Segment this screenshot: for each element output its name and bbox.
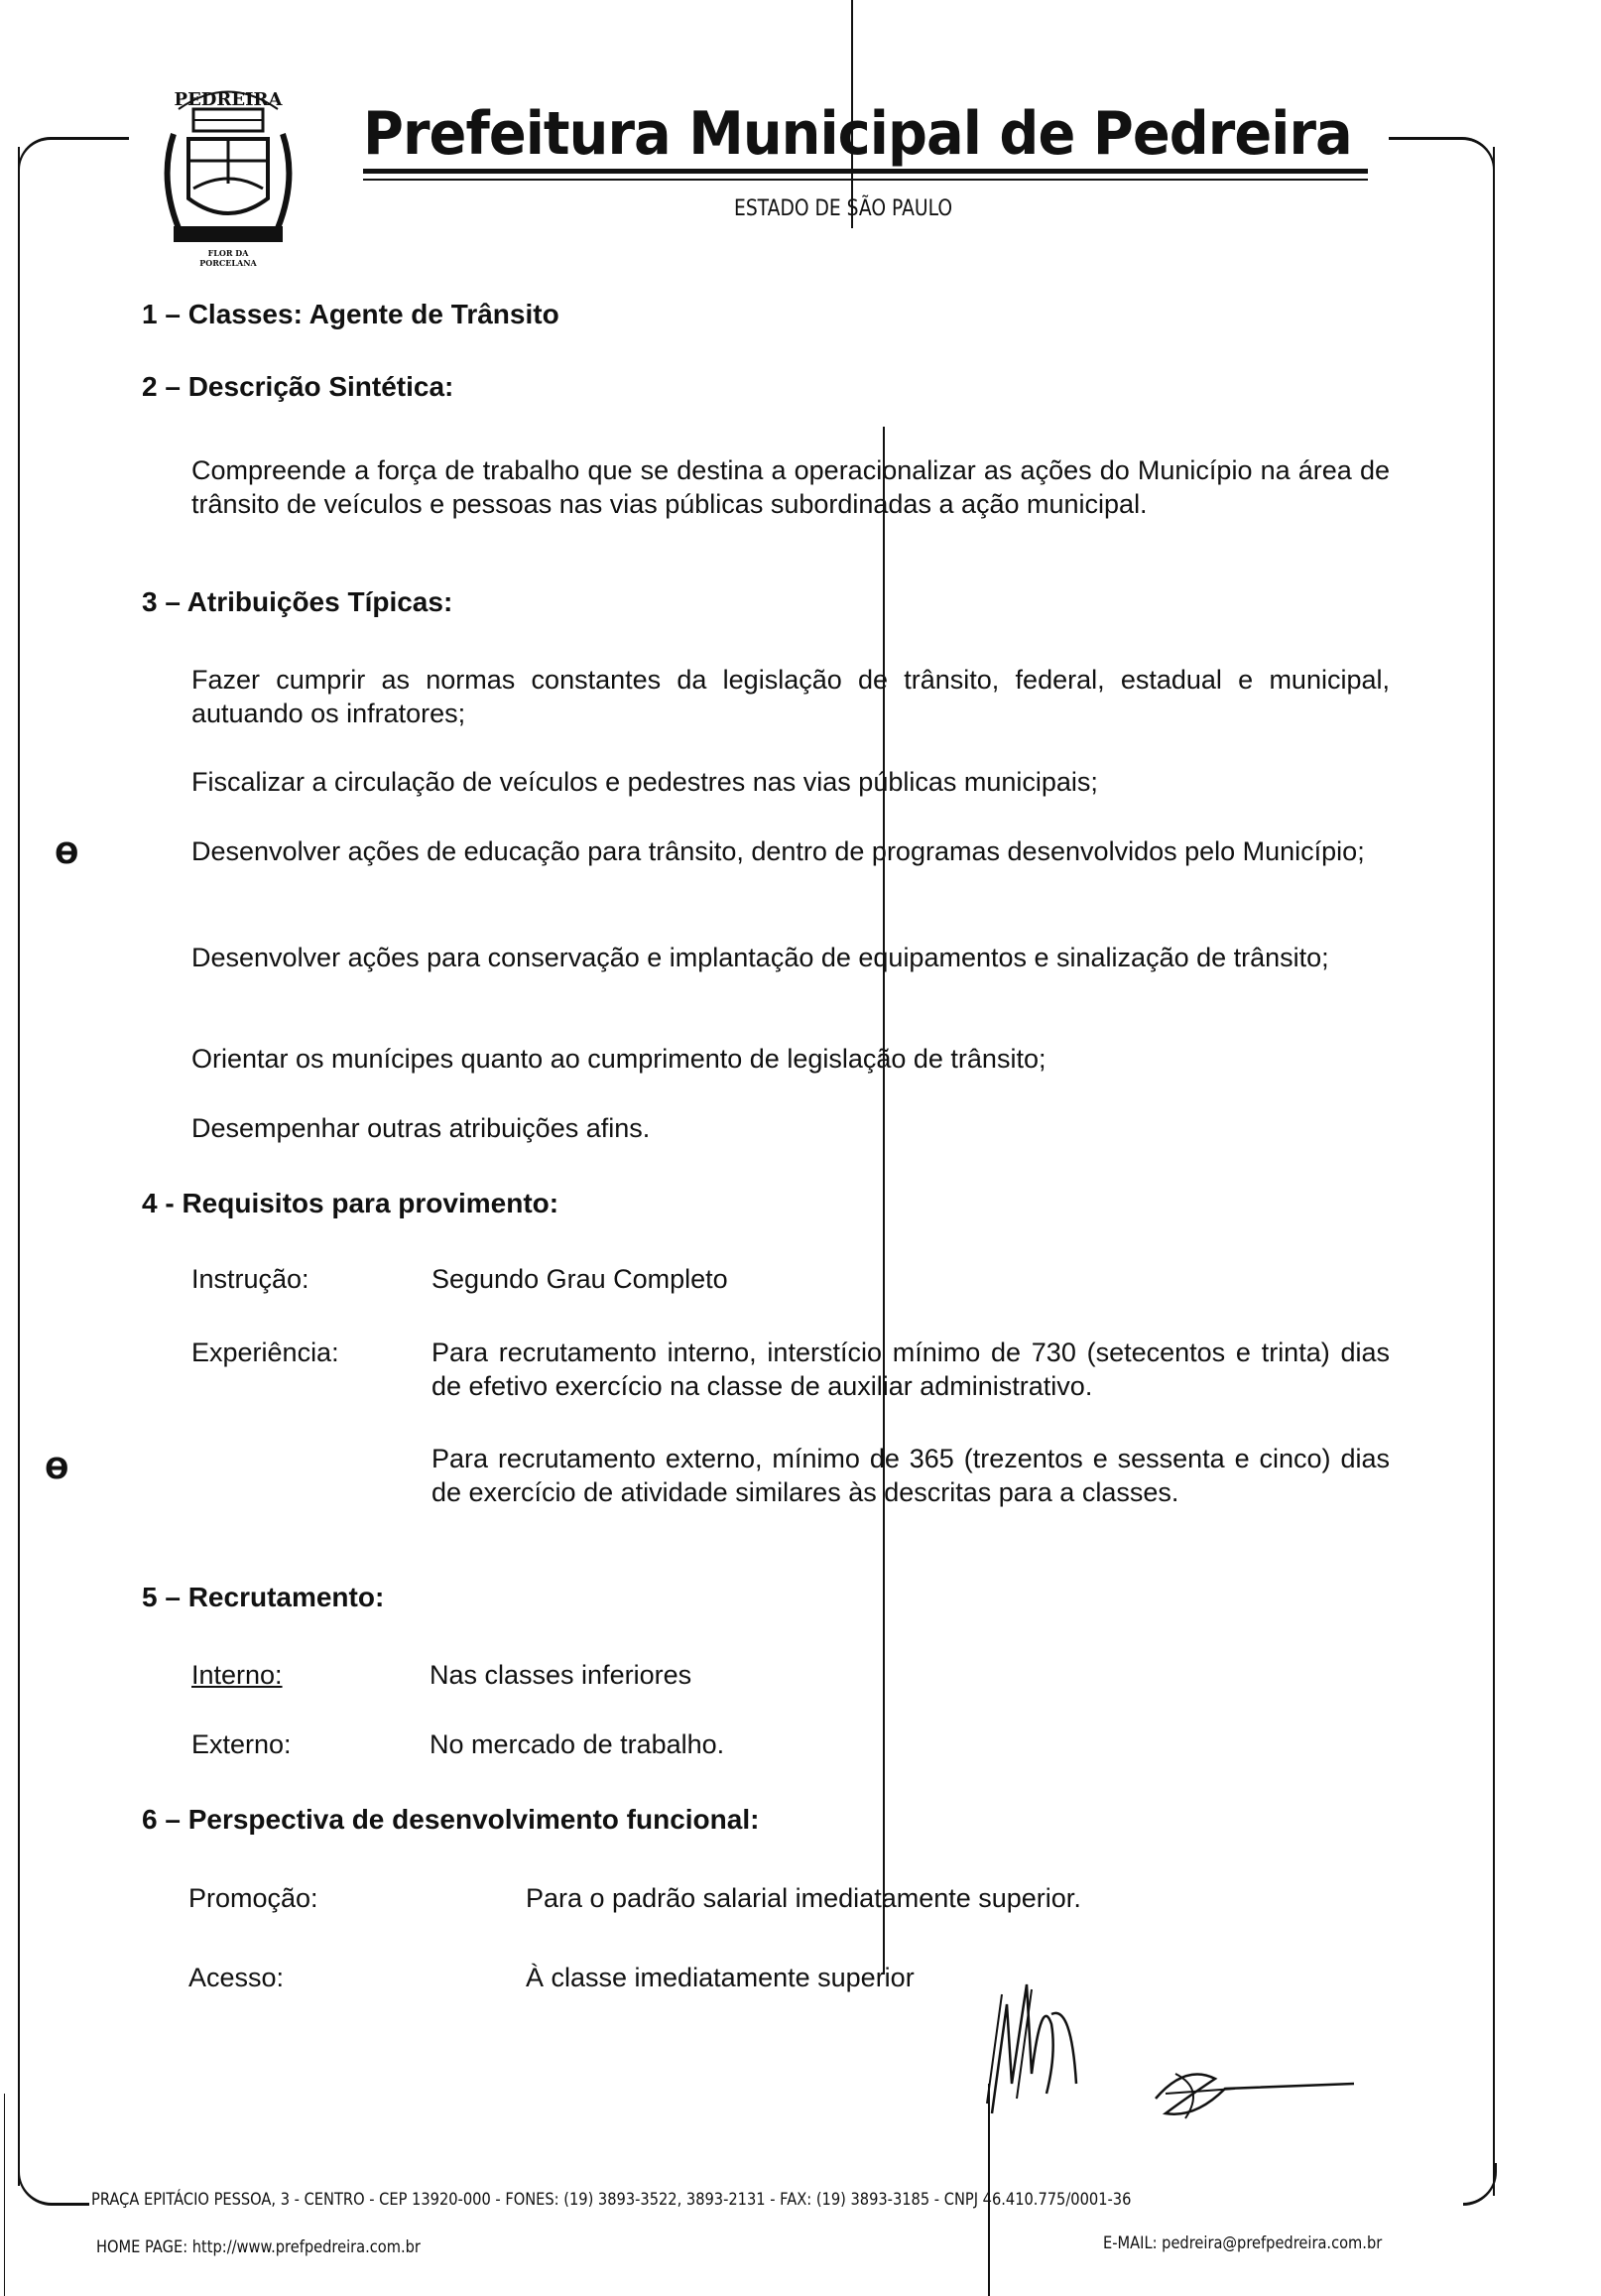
frame-corner-top-left: [18, 137, 129, 170]
attribution-item: Desenvolver ações de educação para trânsito, dentro de programas desenvolvidos pelo Município;: [191, 836, 1365, 866]
section-3-heading: 3 – Atribuições Típicas:: [142, 586, 453, 617]
footer-address: PRAÇA EPITÁCIO PESSOA, 3 - CENTRO - CEP 13920-000 - FONES: (19) 3893-3522, 3893-2131 - FAX: (19) 3893-3185 - CNPJ 46.410.775/0001-36: [91, 2190, 1132, 2210]
scan-fold-line: [883, 427, 885, 1975]
attribution-item: Orientar os munícipes quanto ao cumprimento de legislação de trânsito;: [191, 1044, 1047, 1074]
development-value: Para o padrão salarial imediatamente superior.: [526, 1883, 1081, 1913]
attribution-item: Fazer cumprir as normas constantes da legislação de trânsito, federal, estadual e municipal, autuando os infratores;: [191, 665, 1390, 728]
crest-motto-line1: FLOR DA: [207, 248, 249, 258]
footer-home-page: HOME PAGE: http://www.prefpedreira.com.br: [96, 2237, 421, 2257]
requirement-value: Segundo Grau Completo: [431, 1264, 728, 1294]
page-subtitle: ESTADO DE SÃO PAULO: [734, 196, 953, 221]
development-label: Promoção:: [188, 1883, 318, 1913]
signature-1: [977, 1965, 1096, 2123]
attribution-item: Desenvolver ações para conservação e implantação de equipamentos e sinalização de trânsito;: [191, 943, 1329, 972]
recruitment-value: Nas classes inferiores: [430, 1660, 692, 1690]
attribution-item: Fiscalizar a circulação de veículos e pedestres nas vias públicas municipais;: [191, 767, 1098, 797]
section-2-heading: 2 – Descrição Sintética:: [142, 371, 454, 402]
section-2-paragraph: Compreende a força de trabalho que se destina a operacionalizar as ações do Município na área de trânsito de veículos e pessoas nas vias públicas subordinadas a ação municipal.: [191, 455, 1390, 519]
crest-top-text: PEDREIRA: [174, 89, 283, 110]
section-4-heading: 4 - Requisitos para provimento:: [142, 1188, 559, 1218]
crest-motto-line2: PORCELANA: [199, 258, 257, 268]
footer-email: E-MAIL: pedreira@prefpedreira.com.br: [1103, 2233, 1383, 2253]
recruitment-label: Externo:: [191, 1729, 292, 1759]
requirement-value: Para recrutamento interno, interstício mínimo de 730 (setecentos e trinta) dias de efetivo exercício na classe de auxiliar administrativo.: [431, 1338, 1390, 1401]
attribution-item: Desempenhar outras atribuições afins.: [191, 1113, 651, 1143]
frame-right-border: [1493, 147, 1495, 2196]
signature-icon: [977, 1965, 1096, 2123]
development-value: À classe imediatamente superior: [526, 1963, 915, 1992]
page-title: Prefeitura Municipal de Pedreira: [363, 99, 1352, 169]
requirement-value: Para recrutamento externo, mínimo de 365 (trezentos e sessenta e cinco) dias de exercício de atividade similares às descritas para a classes.: [431, 1444, 1390, 1507]
development-label: Acesso:: [188, 1963, 285, 1992]
margin-initial-mark: ɵ: [55, 829, 79, 872]
requirement-label: Instrução:: [191, 1264, 309, 1294]
frame-corner-bottom-left: [18, 2163, 89, 2206]
frame-corner-bottom-right: [1463, 2163, 1497, 2206]
margin-initial-mark: ɵ: [45, 1444, 69, 1487]
title-underline-thin: [363, 179, 1368, 181]
scan-edge-line: [4, 2094, 5, 2296]
recruitment-label: Interno:: [191, 1660, 283, 1690]
section-1-heading: 1 – Classes: Agente de Trânsito: [142, 299, 559, 329]
crest-icon: [149, 79, 308, 268]
requirement-label: Experiência:: [191, 1338, 339, 1367]
signature-2: [1146, 2059, 1364, 2128]
signature-icon: [1146, 2059, 1364, 2128]
section-5-heading: 5 – Recrutamento:: [142, 1582, 385, 1612]
municipal-crest: [149, 79, 308, 268]
frame-corner-top-right: [1389, 137, 1495, 170]
frame-left-border: [18, 147, 20, 2186]
title-underline-thick: [363, 169, 1368, 174]
section-6-heading: 6 – Perspectiva de desenvolvimento funcional:: [142, 1804, 760, 1835]
recruitment-value: No mercado de trabalho.: [430, 1729, 725, 1759]
